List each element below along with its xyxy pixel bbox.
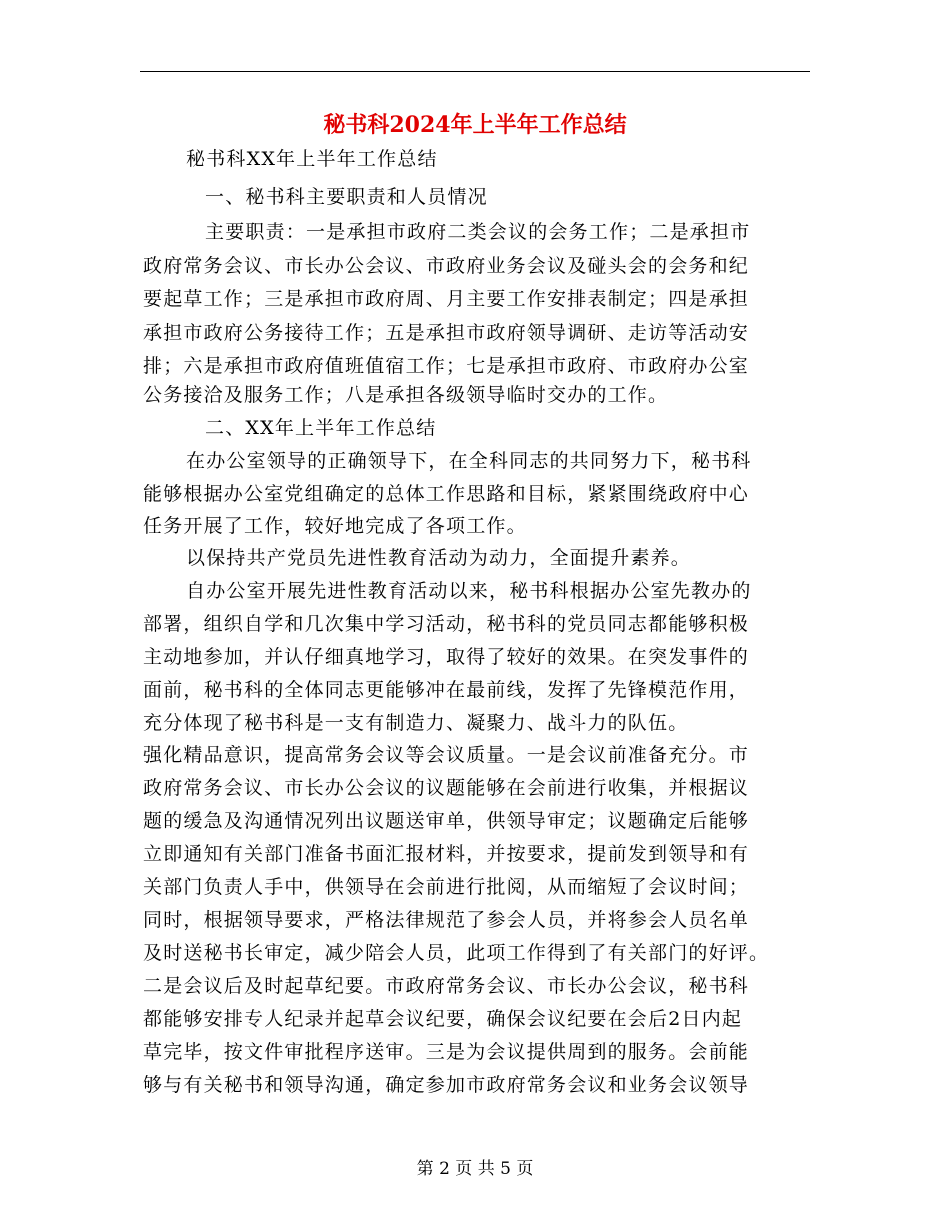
body-line: 二是会议后及时起草纪要。市政府常务会议、市长办公会议，秘书科	[143, 975, 750, 997]
body-line: 充分体现了秘书科是一支有制造力、凝聚力、战斗力的队伍。	[143, 712, 689, 734]
body-line: 题的缓急及沟通情况列出议题送审单，供领导审定；议题确定后能够	[143, 810, 750, 832]
body-line: 排；六是承担市政府值班值宿工作；七是承担市政府、市政府办公室	[143, 355, 750, 377]
body-line: 秘书科XX年上半年工作总结	[186, 148, 438, 170]
body-line: 要起草工作；三是承担市政府周、月主要工作安排表制定；四是承担	[143, 288, 750, 310]
body-line: 及时送秘书长审定，减少陪会人员，此项工作得到了有关部门的好评。	[143, 942, 770, 964]
body-line: 政府常务会议、市长办公会议的议题能够在会前进行收集，并根据议	[143, 777, 750, 799]
body-line: 主动地参加，并认仔细真地学习，取得了较好的效果。在突发事件的	[143, 646, 750, 668]
document-title: 秘书科2024年上半年工作总结	[323, 112, 627, 138]
body-line: 承担市政府公务接待工作；五是承担市政府领导调研、走访等活动安	[143, 322, 750, 344]
body-line: 以保持共产党员先进性教育活动为动力，全面提升素养。	[186, 547, 692, 569]
body-line: 自办公室开展先进性教育活动以来，秘书科根据办公室先教办的	[186, 580, 752, 602]
body-line: 同时，根据领导要求，严格法律规范了参会人员，并将参会人员名单	[143, 909, 750, 931]
body-line: 面前，秘书科的全体同志更能够冲在最前线，发挥了先锋模范作用，	[143, 679, 750, 701]
section-heading: 二、XX年上半年工作总结	[205, 417, 437, 439]
body-line: 够与有关秘书和领导沟通，确定参加市政府常务会议和业务会议领导	[143, 1074, 750, 1096]
body-line: 关部门负责人手中，供领导在会前进行批阅，从而缩短了会议时间；	[143, 876, 750, 898]
header-rule	[140, 71, 810, 72]
body-line: 主要职责：一是承担市政府二类会议的会务工作；二是承担市	[205, 221, 751, 243]
body-line: 在办公室领导的正确领导下，在全科同志的共同努力下，秘书科	[186, 450, 752, 472]
body-line: 都能够安排专人纪录并起草会议纪要，确保会议纪要在会后2日内起	[143, 1008, 743, 1030]
body-line: 草完毕，按文件审批程序送审。三是为会议提供周到的服务。会前能	[143, 1041, 750, 1063]
body-line: 公务接洽及服务工作；八是承担各级领导临时交办的工作。	[143, 384, 669, 406]
body-line: 任务开展了工作，较好地完成了各项工作。	[143, 515, 527, 537]
body-line: 能够根据办公室党组确定的总体工作思路和目标，紧紧围绕政府中心	[143, 483, 750, 505]
body-line: 政府常务会议、市长办公会议、市政府业务会议及碰头会的会务和纪	[143, 255, 750, 277]
page-number-footer: 第 2 页 共 5 页	[416, 1159, 534, 1179]
body-line: 部署，组织自学和几次集中学习活动，秘书科的党员同志都能够积极	[143, 613, 750, 635]
body-line: 立即通知有关部门准备书面汇报材料，并按要求，提前发到领导和有	[143, 843, 750, 865]
body-line: 强化精品意识，提高常务会议等会议质量。一是会议前准备充分。市	[143, 744, 750, 766]
section-heading: 一、秘书科主要职责和人员情况	[205, 186, 488, 208]
